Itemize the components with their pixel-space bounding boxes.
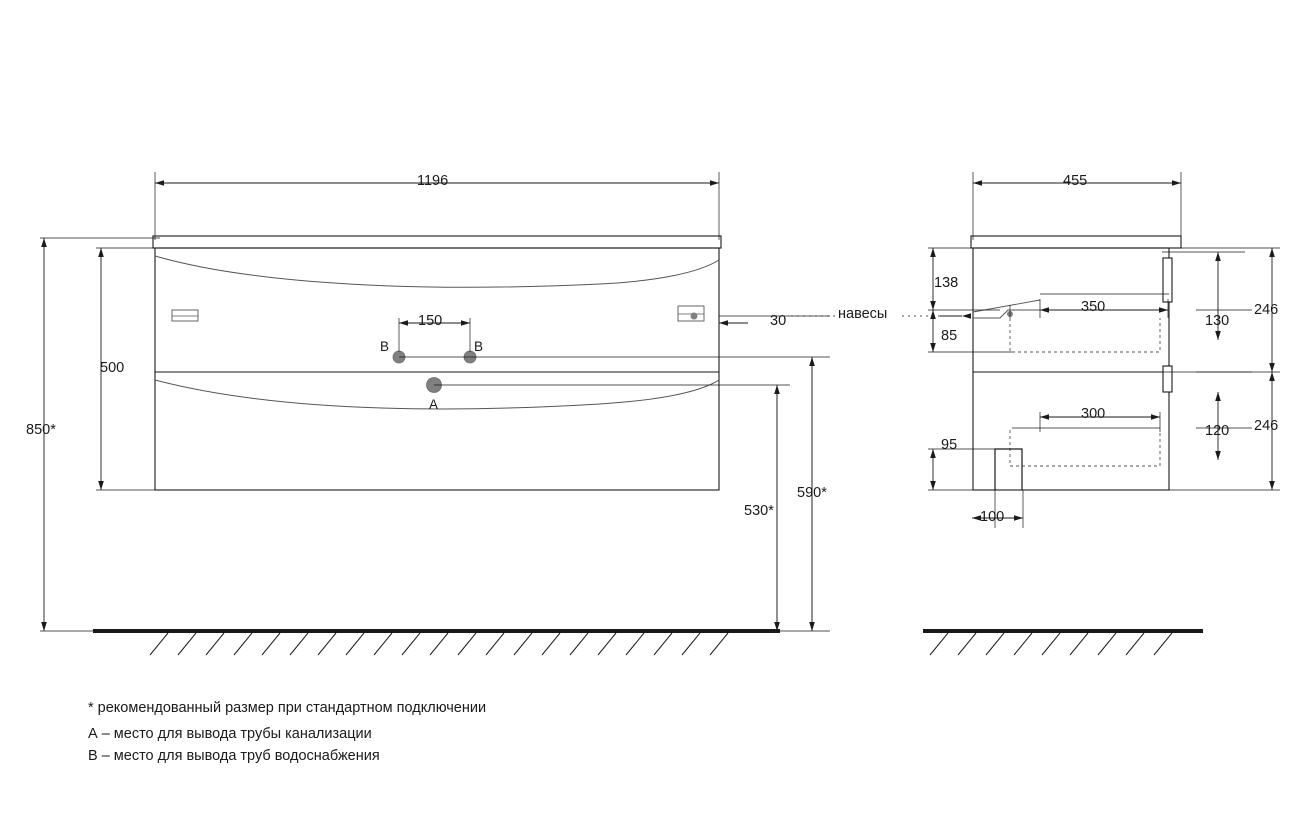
dim-side-handle-lower: 95 [941, 437, 958, 453]
dim-side-handle-upper: 85 [941, 328, 958, 344]
dim-front-body-height: 500 [100, 360, 125, 376]
dim-drain-height: 530* [744, 503, 774, 519]
dim-side-upper-inner: 130 [1205, 313, 1230, 329]
dim-front-overall-height: 850* [26, 422, 56, 438]
dim-side-depth: 455 [1063, 173, 1088, 189]
dim-side-offset: 30 [770, 313, 787, 329]
dim-side-top-offset: 138 [934, 275, 959, 291]
dim-side-upper-height: 246 [1254, 302, 1279, 318]
note-recommended-size: * рекомендованный размер при стандартном подключении [88, 700, 487, 716]
dim-side-lower-drawer-depth: 300 [1081, 406, 1106, 422]
dim-water-height: 590* [797, 485, 827, 501]
point-label-a-drain: A [429, 397, 439, 412]
point-label-b-right: B [474, 339, 484, 354]
dim-side-upper-drawer-depth: 350 [1081, 299, 1106, 315]
dim-side-lower-inner: 120 [1205, 423, 1230, 439]
point-label-b-left: B [380, 339, 390, 354]
callout-hangers-label: навесы [838, 306, 888, 322]
dim-front-width: 1196 [417, 173, 449, 189]
dim-side-lower-height: 246 [1254, 418, 1279, 434]
dim-water-spacing: 150 [418, 313, 443, 329]
note-water-outlet: В – место для вывода труб водоснабжения [88, 748, 380, 764]
note-drain-outlet: А – место для вывода трубы канализации [88, 726, 372, 742]
dim-side-foot-offset: 100 [980, 509, 1005, 525]
